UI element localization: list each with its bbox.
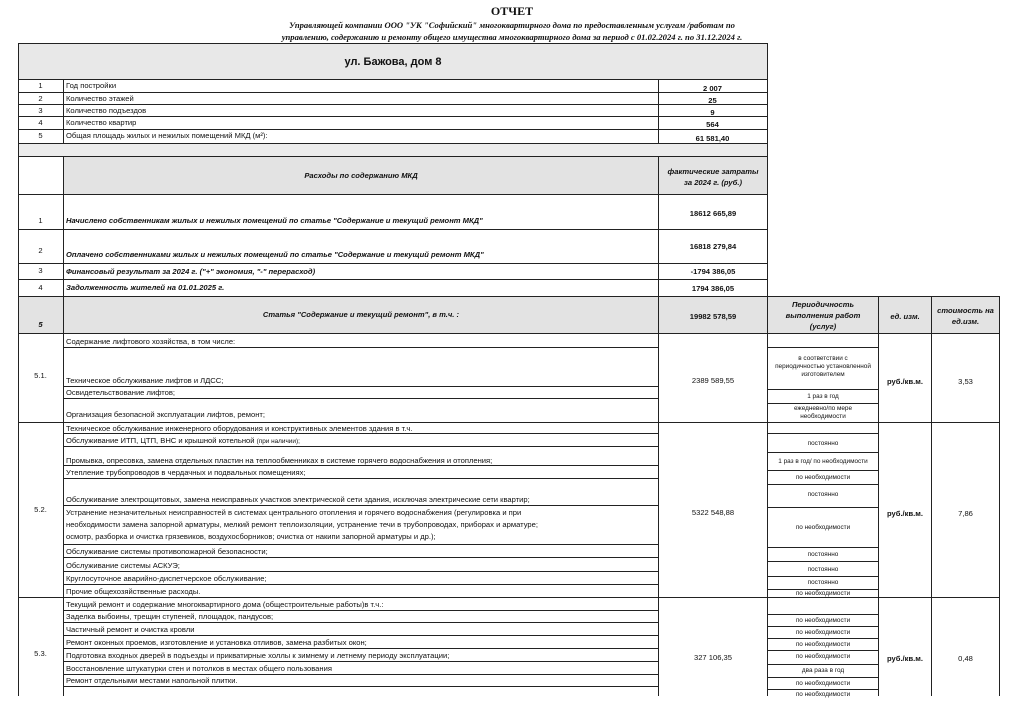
section-number: 5.1.	[34, 371, 47, 380]
report-title: ОТЧЕТ	[490, 4, 534, 18]
work-item: Обслуживание системы противопожарной безопасности;	[66, 547, 268, 556]
period-text: в соответствии с	[798, 355, 848, 362]
expense-value: 18612 665,89	[689, 209, 737, 218]
period-header-line2: выполнения работ	[785, 311, 861, 320]
house-info-label: Общая площадь жилых и нежилых помещений МКД (м²):	[66, 131, 268, 140]
work-item: Прочие общехозяйственные расходы.	[66, 587, 201, 596]
period-text: два раза в год	[801, 667, 845, 674]
house-info-value: 2 007	[702, 84, 722, 93]
work-item: осмотр, разборка и очистка грязевиков, воздухосборников; очистка от накипи запорной арматуры и др.);	[66, 532, 436, 541]
work-item: необходимости замена запорной арматуры, мелкий ремонт теплоизоляции, устранение течи в трубопроводах, приборах и арматуре;	[66, 520, 538, 529]
period-text: по необходимости	[795, 691, 851, 698]
period-text: необходимости	[800, 413, 846, 420]
work-item: Заделка выбоины, трещин ступеней, площадок, пандусов;	[66, 612, 274, 621]
address-title: ул. Бажова, дом 8	[344, 56, 442, 68]
period-text: ежедневно/по мере	[793, 405, 853, 412]
period-text: по необходимости	[795, 641, 851, 648]
expenses-header-value-line2: за 2024 г. (руб.)	[683, 178, 742, 187]
house-info-value: 9	[710, 108, 715, 117]
expense-value: -1794 386,05	[690, 267, 736, 276]
period-header-line1: Периодичность	[791, 300, 855, 309]
period-text: по необходимости	[795, 617, 851, 624]
article-value: 19982 578,59	[689, 312, 737, 321]
period-text: по необходимости	[795, 590, 851, 597]
article-label: Статья "Содержание и текущий ремонт", в т.ч. :	[262, 310, 460, 319]
section-unit: руб./кв.м.	[887, 509, 923, 518]
period-text: постоянно	[807, 491, 839, 498]
work-item: Ремонт отдельными местами напольной плитки.	[66, 676, 238, 685]
period-text: по необходимости	[795, 524, 851, 531]
work-item: Круглосуточное аварийно-диспетчерское обслуживание;	[66, 574, 267, 583]
period-text: постоянно	[807, 579, 839, 586]
period-text: постоянно	[807, 551, 839, 558]
section-amount: 2389 589,55	[691, 376, 735, 385]
period-text: 1 раз в год/ по необходимости	[778, 458, 868, 465]
row-number: 1	[38, 216, 43, 225]
work-item: Подготовка входных дверей в подъезды и прикватирные холлы к зимнему и летнему периоду эксплуатации;	[66, 651, 450, 660]
period-text: по необходимости	[795, 474, 851, 481]
period-text: по необходимости	[795, 680, 851, 687]
period-text: по необходимости	[795, 629, 851, 636]
house-info-label: Количество подъездов	[66, 106, 147, 115]
work-item-note: (при наличии);	[256, 438, 300, 445]
work-item: Организация безопасной эксплуатации лифтов, ремонт;	[66, 410, 265, 419]
house-info-label: Количество квартир	[66, 118, 137, 127]
work-item: Обслуживание системы АСКУЭ;	[66, 561, 180, 570]
work-item: Промывка, опресовка, замена отдельных пластин на теплообменниках в системе горячего водоснабжения и отопления;	[66, 456, 493, 465]
house-info-label: Количество этажей	[66, 94, 134, 103]
article-number: 5	[38, 320, 43, 329]
cost-header-line1: стоимость на	[937, 306, 994, 315]
row-number: 2	[38, 94, 43, 103]
row-number: 4	[38, 283, 43, 292]
work-item: Содержание лифтового хозяйства, в том числе:	[66, 337, 236, 346]
work-item: Текущий ремонт и содержание многоквартирного дома (общестроительные работы)в т.ч.:	[66, 600, 384, 609]
period-header-line3: (услуг)	[809, 322, 837, 331]
work-item	[66, 436, 300, 446]
period-text: 1 раз в год	[807, 393, 839, 400]
section-number: 5.3.	[34, 649, 47, 658]
row-number: 2	[38, 246, 43, 255]
expenses-header-label: Расходы по содержанию МКД	[304, 171, 418, 180]
section-amount: 5322 548,88	[691, 508, 735, 517]
row-number: 3	[38, 266, 43, 275]
row-number: 4	[38, 118, 43, 127]
expense-value: 16818 279,84	[689, 242, 737, 251]
period-text: периодичностью установленной	[775, 363, 871, 370]
expenses-header-value-line1: фактические затраты	[667, 167, 759, 176]
work-item: Частичный ремонт и очистка кровли	[66, 625, 195, 634]
work-item: Техническое обслуживание лифтов и ЛДСС;	[66, 376, 224, 385]
section-cost: 0,48	[958, 654, 973, 663]
work-item: Ремонт оконных проемов, изготовление и установка отливов, замена разбитых окон;	[66, 638, 367, 647]
work-item: Освидетельствование лифтов;	[66, 388, 176, 397]
row-number: 1	[38, 81, 43, 90]
section-unit: руб./кв.м.	[887, 377, 923, 386]
expense-label: Начислено собственникам жилых и нежилых помещений по статье "Содержание и текущий ремонт МКД"	[66, 216, 483, 225]
house-info-value: 61 581,40	[695, 134, 730, 143]
work-item: Восстановление штукатурки стен и потолков в местах общего пользования	[66, 664, 332, 673]
row-number: 5	[38, 131, 43, 140]
section-cost: 3,53	[958, 377, 973, 386]
report-subtitle-line1: Управляющей компании ООО "УК "Софийский" многоквартирного дома по предоставленным услугам /работам по	[289, 20, 735, 30]
section-amount: 327 106,35	[693, 653, 732, 662]
work-item: Техническое обслуживание инженерного оборудования и конструктивных элементов здания в т.ч.	[66, 424, 413, 433]
period-text: постоянно	[807, 440, 839, 447]
cost-header-line2: ед.изм.	[951, 317, 980, 326]
period-text: по необходимости	[795, 653, 851, 660]
work-item: Обслуживание электрощитовых, замена неисправных участков электрической сети здания, исключая электрические сети квартир;	[66, 495, 530, 504]
section-unit: руб./кв.м.	[887, 654, 923, 663]
work-item: Устранение незначительных неисправностей в системах центрального отопления и горячего водоснабжения (регулировка и при	[66, 508, 522, 517]
expense-label: Задолженность жителей на 01.01.2025 г.	[66, 283, 225, 292]
unit-header: ед. изм.	[890, 312, 920, 321]
house-info-value: 564	[706, 120, 719, 129]
section-cost: 7,86	[958, 509, 973, 518]
period-text: постоянно	[807, 566, 839, 573]
report-subtitle-line2: управлению, содержанию и ремонту общего имущества многоквартирного дома за период с 01.02.2024 г. по 31.12.2024 г.	[281, 32, 743, 42]
work-item-text: Обслуживание ИТП, ЦТП, ВНС и крышной котельной	[66, 436, 255, 445]
house-info-value: 25	[708, 96, 717, 105]
work-item: Утепление трубопроводов в чердачных и подвальных помещениях;	[66, 468, 306, 477]
section-number: 5.2.	[34, 505, 47, 514]
expense-label: Финансовый результат за 2024 г. ("+" экономия, "-" перерасход)	[66, 267, 316, 276]
row-number: 3	[38, 106, 43, 115]
period-text: изготовителем	[801, 371, 845, 378]
expense-label: Оплачено собственниками жилых и нежилых помещений по статье "Содержание и текущий ремонт МКД"	[66, 250, 484, 259]
house-info-label: Год постройки	[66, 81, 117, 90]
expense-value: 1794 386,05	[691, 284, 735, 293]
